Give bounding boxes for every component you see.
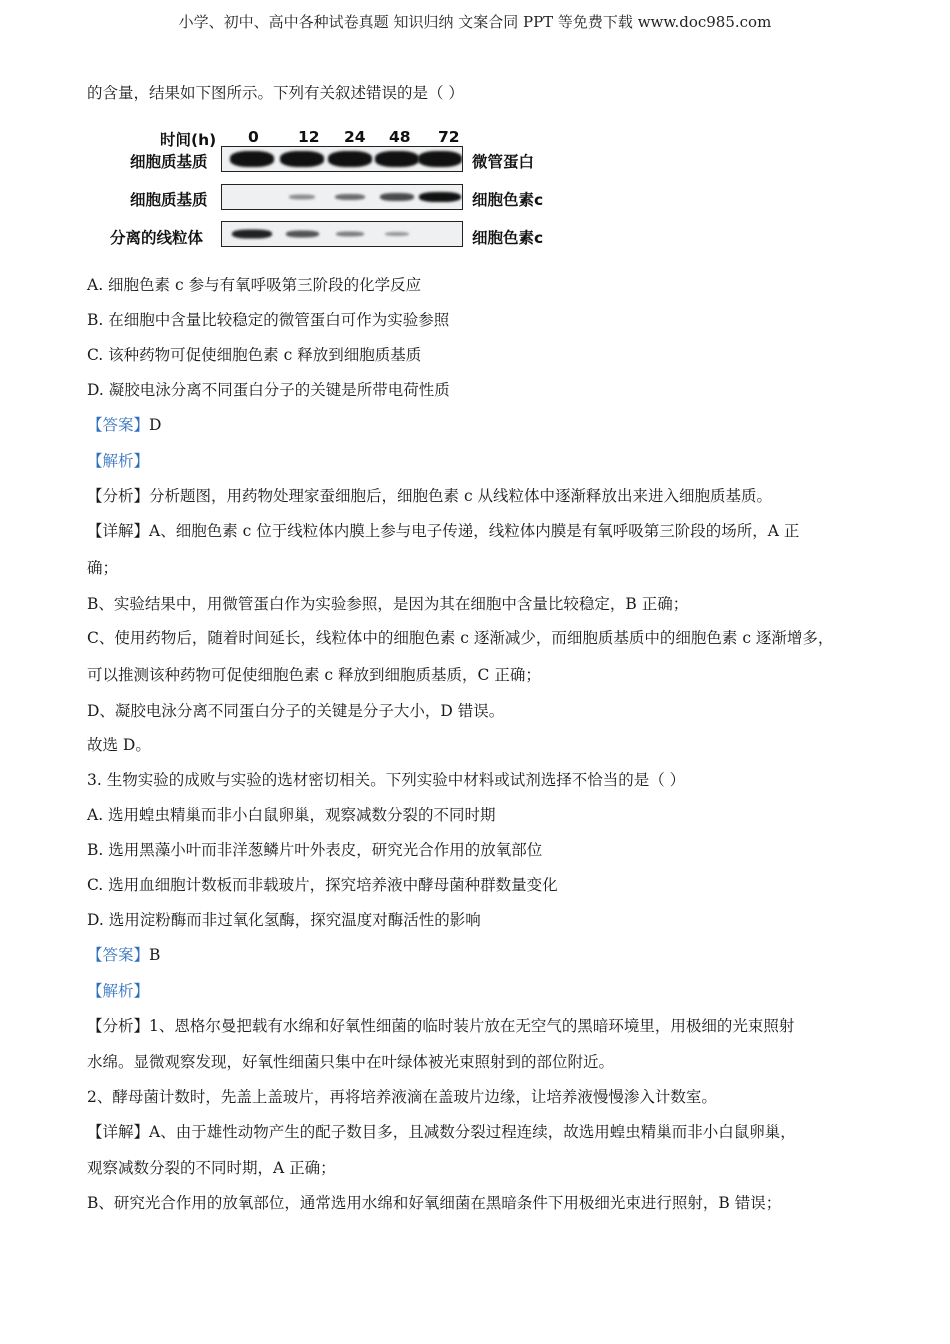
blot-band — [385, 232, 409, 236]
blot-band — [286, 231, 319, 238]
q3-analysis-1 — [87, 1016, 794, 1036]
time-point-label: 48 — [389, 128, 411, 146]
q3-option-b: B. 选用黑藻小叶而非洋葱鳞片叶外表皮，研究光合作用的放氧部位 — [87, 841, 543, 859]
q2-jiexi-tag: 【解析】 — [87, 452, 150, 470]
q3-detail-a-cont: 观察减数分裂的不同时期，A 正确； — [87, 1159, 336, 1177]
answer-value: B — [149, 946, 161, 964]
answer-tag: 【答案】 — [87, 946, 150, 964]
q3-option-c: C. 选用血细胞计数板而非载玻片，探究培养液中酵母菌种群数量变化 — [87, 876, 558, 894]
blot-band — [280, 151, 324, 167]
q3-option-a: A. 选用蝗虫精巢而非小白鼠卵巢，观察减数分裂的不同时期 — [87, 806, 496, 824]
q3-detail-b: B、研究光合作用的放氧部位，通常选用水绵和好氧细菌在黑暗条件下用极细光束进行照射，B 错误； — [87, 1194, 782, 1212]
q2-analysis — [87, 486, 772, 506]
row-right-label: 细胞色素c — [472, 229, 544, 247]
q3-stem: 3. 生物实验的成败与实验的选材密切相关。下列实验中材料或试剂选择不恰当的是（ ） — [87, 771, 686, 789]
detail-text: A、由于雄性动物产生的配子数目多，且减数分裂过程连续，故选用蝗虫精巢而非小白鼠卵巢， — [149, 1123, 796, 1141]
question-intro: 的含量，结果如下图所示。下列有关叙述错误的是（ ） — [87, 84, 464, 102]
time-label: 时间(h) — [160, 131, 217, 149]
answer-tag: 【答案】 — [87, 416, 150, 434]
blot-band — [328, 151, 372, 167]
blot-band — [380, 193, 414, 201]
q3-analysis-1-cont: 水绵。显微观察发现，好氧性细菌只集中在叶绿体被光束照射到的部位附近。 — [87, 1053, 615, 1071]
detail-text: A、细胞色素 c 位于线粒体内膜上参与电子传递，线粒体内膜是有氧呼吸第三阶段的场所，A 正 — [149, 522, 800, 540]
time-point-label: 72 — [438, 128, 460, 146]
answer-value: D — [149, 416, 162, 434]
q2-option-d: D. 凝胶电泳分离不同蛋白分子的关键是所带电荷性质 — [87, 381, 450, 399]
q2-answer — [87, 415, 161, 435]
blot-band — [336, 232, 364, 237]
q2-detail-a — [87, 521, 799, 541]
analysis-tag: 【分析】 — [87, 1017, 150, 1035]
detail-tag: 【详解】 — [87, 1123, 150, 1141]
blot-band — [230, 151, 274, 167]
blot-band — [418, 151, 462, 167]
row-right-label: 微管蛋白 — [472, 153, 535, 171]
row-left-label: 细胞质基质 — [130, 191, 208, 209]
q3-detail-a — [87, 1122, 796, 1142]
row-left-label: 分离的线粒体 — [110, 229, 204, 247]
time-point-label: 24 — [344, 128, 366, 146]
q2-detail-d: D、凝胶电泳分离不同蛋白分子的关键是分子大小，D 错误。 — [87, 702, 505, 720]
time-point-label: 12 — [298, 128, 320, 146]
q2-detail-b: B、实验结果中，用微管蛋白作为实验参照，是因为其在细胞中含量比较稳定，B 正确； — [87, 595, 689, 613]
q2-detail-c: C、使用药物后，随着时间延长，线粒体中的细胞色素 c 逐渐减少，而细胞质基质中的细胞色素 c 逐渐增多， — [87, 629, 834, 647]
row-left-label: 细胞质基质 — [130, 153, 208, 171]
western-blot-figure — [108, 125, 558, 255]
q3-jiexi-tag: 【解析】 — [87, 982, 150, 1000]
blot-band — [289, 195, 315, 200]
q3-answer — [87, 945, 160, 965]
blot-band — [419, 192, 461, 202]
blot-band — [232, 230, 272, 239]
q2-detail-a-cont: 确； — [87, 559, 119, 577]
row-right-label: 细胞色素c — [472, 191, 544, 209]
blot-panel-tubulin — [221, 146, 463, 172]
blot-panel-mito-cytc — [221, 221, 463, 247]
q2-option-c: C. 该种药物可促使细胞色素 c 释放到细胞质基质 — [87, 346, 422, 364]
detail-tag: 【详解】 — [87, 522, 150, 540]
page-header: 小学、初中、高中各种试卷真题 知识归纳 文案合同 PPT 等免费下载 www.doc985.com — [178, 13, 772, 31]
blot-band — [335, 194, 365, 200]
blot-band — [375, 151, 419, 167]
blot-panel-cytosol-cytc — [221, 184, 463, 210]
analysis-text: 分析题图，用药物处理家蚕细胞后，细胞色素 c 从线粒体中逐渐释放出来进入细胞质基质。 — [149, 487, 773, 505]
analysis-text: 1、恩格尔曼把载有水绵和好氧性细菌的临时装片放在无空气的黑暗环境里，用极细的光束照射 — [149, 1017, 795, 1035]
analysis-tag: 【分析】 — [87, 487, 150, 505]
q2-option-a: A. 细胞色素 c 参与有氧呼吸第三阶段的化学反应 — [87, 276, 422, 294]
q2-option-b: B. 在细胞中含量比较稳定的微管蛋白可作为实验参照 — [87, 311, 450, 329]
time-point-label: 0 — [248, 128, 259, 146]
q2-conclusion: 故选 D。 — [87, 736, 151, 754]
q3-option-d: D. 选用淀粉酶而非过氧化氢酶，探究温度对酶活性的影响 — [87, 911, 481, 929]
q3-analysis-2: 2、酵母菌计数时，先盖上盖玻片，再将培养液滴在盖玻片边缘，让培养液慢慢渗入计数室。 — [87, 1088, 717, 1106]
q2-detail-c-cont: 可以推测该种药物可促使细胞色素 c 释放到细胞质基质，C 正确； — [87, 666, 541, 684]
